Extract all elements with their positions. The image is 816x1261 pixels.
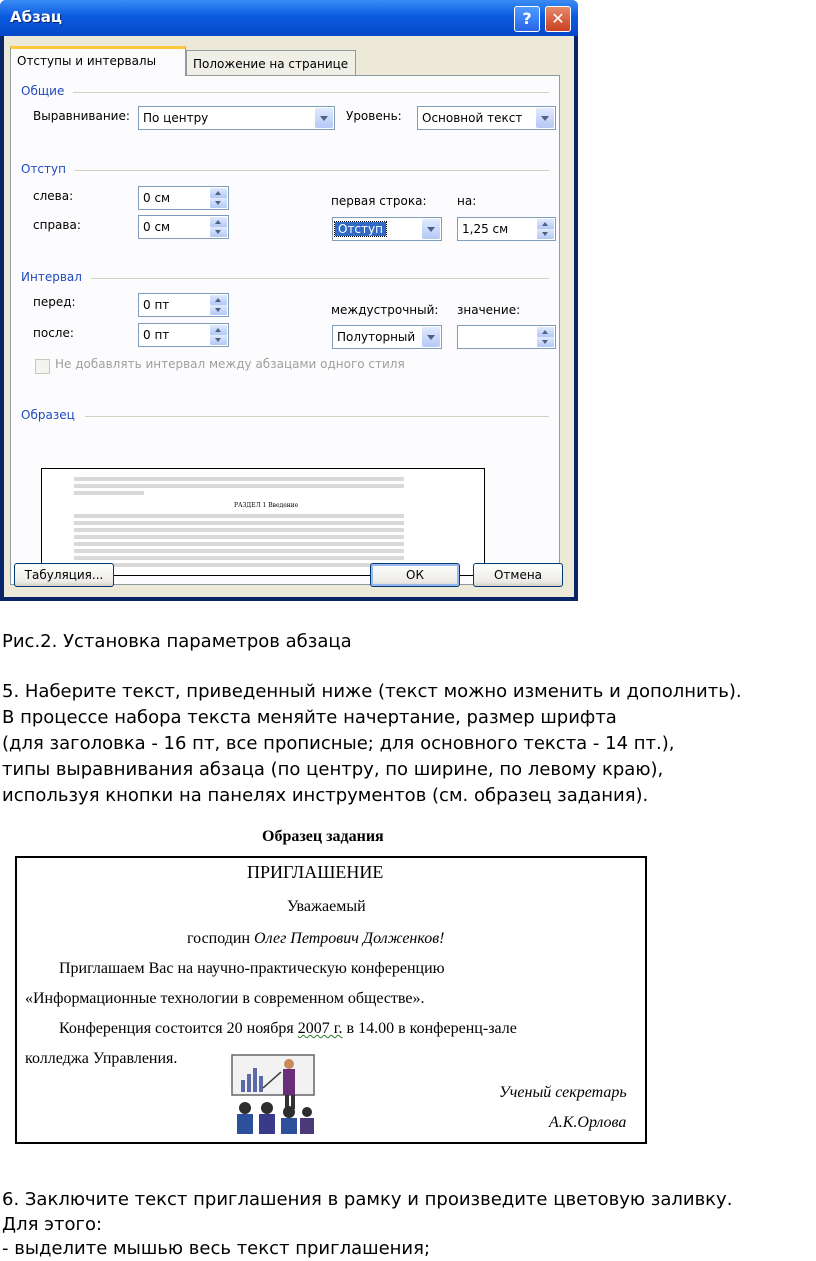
spin-down-icon[interactable] (210, 305, 227, 315)
invitation-frame (15, 856, 647, 1144)
first-line-combo[interactable] (332, 217, 442, 241)
line-spacing-at-spinner[interactable] (457, 325, 556, 349)
step5-line: типы выравнивания абзаца (по центру, по ширине, по левому краю), (2, 759, 664, 780)
preview-next-line (74, 549, 404, 553)
group-spacing-divider (91, 278, 549, 279)
spin-down-icon[interactable] (210, 335, 227, 345)
indent-left-value: 0 см (143, 191, 171, 205)
spacing-after-label: после: (33, 326, 74, 340)
line-spacing-combo[interactable] (332, 325, 442, 349)
step6-line: 6. Заключите текст приглашения в рамку и произведите цветовую заливку. (2, 1189, 733, 1210)
first-line-by-value: 1,25 см (462, 222, 509, 236)
help-button[interactable]: ? (514, 6, 540, 32)
chevron-down-icon[interactable] (315, 108, 333, 128)
alignment-combo[interactable] (138, 106, 335, 130)
line-spacing-value: Полуторный (337, 330, 416, 344)
invitation-greeting: Уважаемый (287, 898, 366, 915)
dialog-titlebar[interactable] (0, 0, 578, 36)
indent-left-label: слева: (33, 189, 74, 203)
figure-caption: Рис.2. Установка параметров абзаца (2, 631, 352, 652)
spacing-before-value: 0 пт (143, 298, 170, 312)
group-indent-title: Отступ (21, 162, 66, 176)
spin-down-icon[interactable] (210, 198, 227, 208)
alignment-value: По центру (143, 111, 209, 125)
invitation-line3-part: в 14.00 в конференц-зале (342, 1020, 517, 1037)
preview-next-line (74, 535, 404, 539)
tab-line-page-breaks[interactable]: Положение на странице (186, 50, 356, 76)
preview-prev-line (74, 484, 404, 488)
group-general-title: Общие (21, 84, 65, 98)
addressee-name: Олег Петрович Долженков! (254, 930, 445, 947)
preview-next-line (74, 528, 404, 532)
group-preview-title: Образец (21, 408, 75, 422)
step5-line: (для заголовка - 16 пт, все прописные; для основного текста - 14 пт.), (2, 733, 675, 754)
spacing-after-spinner[interactable] (138, 323, 229, 347)
group-indent-divider (75, 170, 549, 171)
group-preview-divider (85, 416, 549, 417)
spin-up-icon[interactable] (210, 217, 227, 227)
chevron-down-icon[interactable] (422, 219, 440, 239)
indent-right-label: справа: (33, 218, 81, 232)
presentation-clipart-icon (231, 1052, 317, 1136)
level-label: Уровень: (346, 109, 402, 123)
group-spacing-title: Интервал (21, 270, 82, 284)
cancel-button[interactable]: Отмена (473, 563, 563, 587)
spacing-after-value: 0 пт (143, 328, 170, 342)
spin-up-icon[interactable] (537, 327, 554, 337)
invitation-line (59, 1020, 517, 1038)
spin-up-icon[interactable] (210, 188, 227, 198)
first-line-label: первая строка: (331, 194, 427, 208)
line-spacing-at-label: значение: (457, 303, 521, 317)
invitation-line: «Информационные технологии в современном обществе». (25, 990, 425, 1007)
close-button[interactable]: ✕ (545, 6, 571, 32)
first-line-by-spinner[interactable] (457, 217, 556, 241)
preview-sample-text: РАЗДЕЛ 1 Введение (234, 502, 299, 509)
level-combo[interactable] (417, 106, 556, 130)
first-line-by-label: на: (457, 194, 477, 208)
spin-up-icon[interactable] (210, 295, 227, 305)
invitation-line: Приглашаем Вас на научно-практическую конференцию (59, 960, 445, 977)
invitation-line3-date: 2007 г. (297, 1020, 343, 1037)
spacing-before-spinner[interactable] (138, 293, 229, 317)
step6-line: Для этого: (2, 1214, 103, 1235)
preview-next-line (74, 556, 404, 560)
spin-up-icon[interactable] (537, 219, 554, 229)
tab-panel (10, 75, 560, 585)
chevron-down-icon[interactable] (422, 327, 440, 347)
preview-next-line (74, 521, 404, 525)
invitation-line: колледжа Управления. (25, 1050, 178, 1067)
secretary-name: А.К.Орлова (549, 1114, 627, 1131)
ok-button[interactable]: ОК (370, 563, 460, 587)
spin-down-icon[interactable] (537, 229, 554, 239)
invitation-addressee (187, 930, 445, 948)
no-space-checkbox[interactable] (35, 359, 50, 374)
chevron-down-icon[interactable] (536, 108, 554, 128)
preview-next-line (74, 542, 404, 546)
preview-prev-line (74, 491, 144, 495)
dialog-client (4, 36, 574, 597)
first-line-value: Отступ (335, 222, 386, 236)
level-value: Основной текст (422, 111, 523, 125)
secretary-role: Ученый секретарь (499, 1084, 627, 1101)
preview-next-line (74, 563, 404, 567)
spacing-before-label: перед: (33, 295, 76, 309)
step6-line: - выделите мышью весь текст приглашения; (2, 1238, 431, 1259)
tab-indents-spacing[interactable]: Отступы и интервалы (10, 46, 186, 76)
tabs-button[interactable]: Табуляция... (14, 563, 114, 587)
dialog-title: Абзац (10, 8, 63, 26)
step5-line: В процессе набора текста меняйте начертание, размер шрифта (2, 707, 617, 728)
addressee-prefix: господин (187, 930, 255, 947)
spin-down-icon[interactable] (210, 227, 227, 237)
no-space-checkbox-label[interactable]: Не добавлять интервал между абзацами одного стиля (55, 357, 405, 371)
preview-next-line (74, 514, 404, 518)
spin-down-icon[interactable] (537, 337, 554, 347)
alignment-label: Выравнивание: (33, 109, 130, 123)
line-spacing-label: междустрочный: (331, 303, 439, 317)
group-general-divider (73, 92, 549, 93)
step5-line: используя кнопки на панелях инструментов (см. образец задания). (2, 785, 649, 806)
sample-title: Образец задания (262, 828, 384, 845)
paragraph-dialog (0, 0, 578, 601)
step5-line: 5. Наберите текст, приведенный ниже (текст можно изменить и дополнить). (2, 681, 742, 702)
indent-left-spinner[interactable] (138, 186, 229, 210)
invitation-heading: ПРИГЛАШЕНИЕ (247, 862, 384, 882)
spin-up-icon[interactable] (210, 325, 227, 335)
indent-right-spinner[interactable] (138, 215, 229, 239)
preview-prev-line (74, 477, 404, 481)
invitation-line3-part: Конференция состоится 20 ноября (59, 1020, 298, 1037)
paragraph-preview (41, 468, 485, 576)
indent-right-value: 0 см (143, 220, 171, 234)
